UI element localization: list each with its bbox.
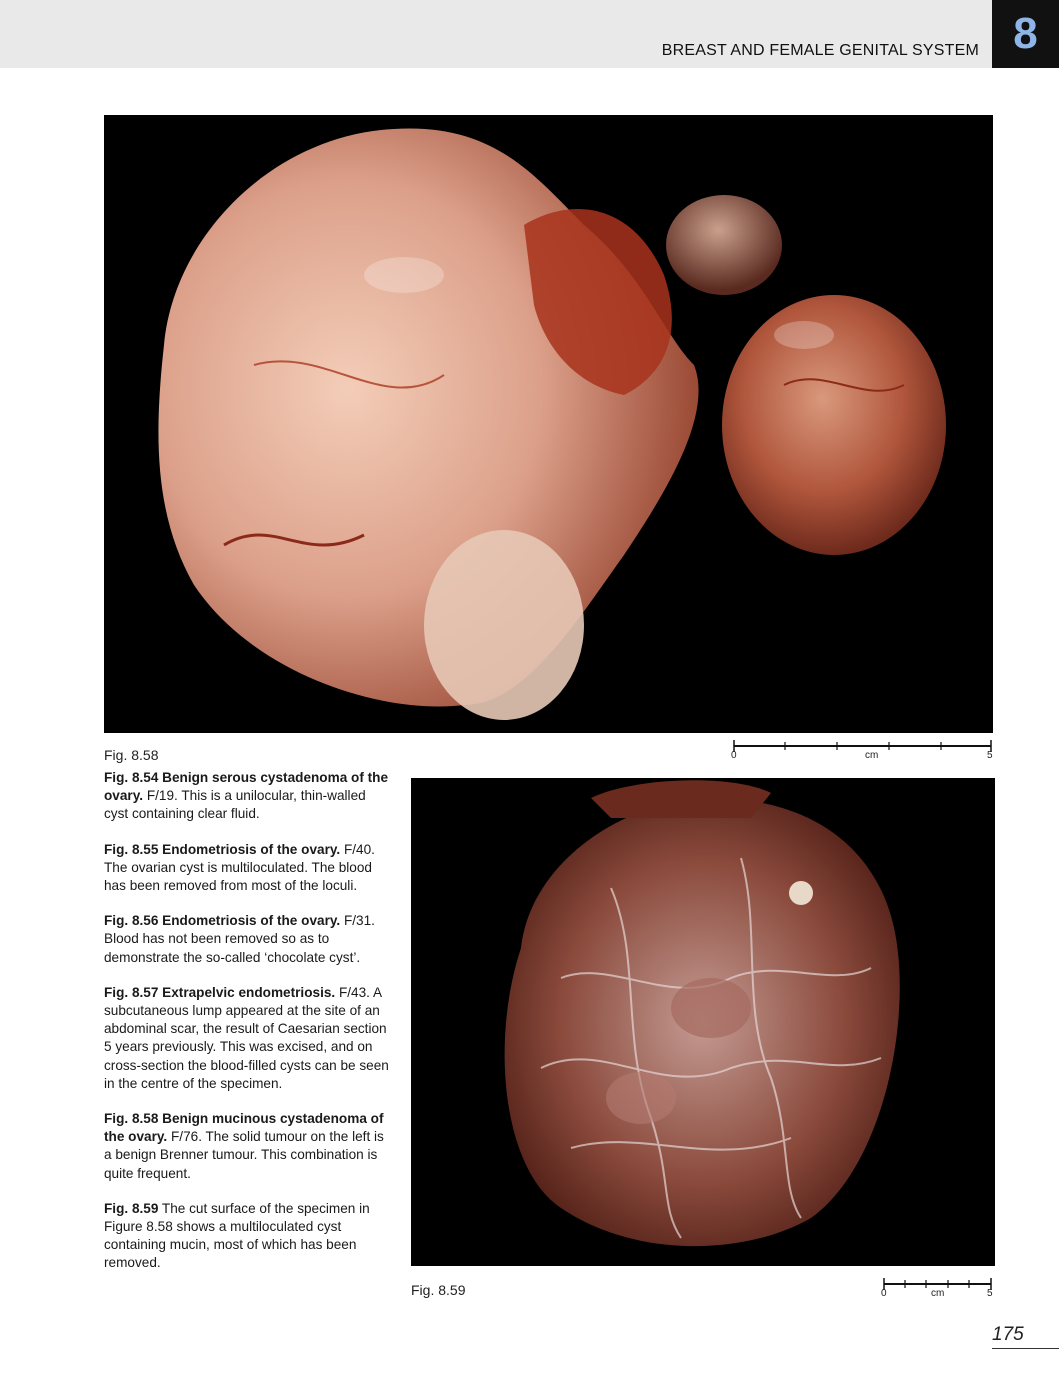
caption-text: F/19. This is a unilocular, thin-walled cyst containing clear fluid. — [104, 788, 366, 822]
scale-end: 5 — [987, 1288, 993, 1299]
caption-title: Fig. 8.57 Extrapelvic endometriosis. — [104, 984, 336, 1000]
section-title: BREAST AND FEMALE GENITAL SYSTEM — [661, 42, 979, 59]
caption-fig-8-57 — [104, 984, 389, 1093]
specimen-photo-fig-8-58 — [104, 115, 993, 733]
caption-text: F/40. The ovarian cyst is multiloculated. The blood has been removed from most of the loculi. — [104, 841, 375, 894]
scale-start: 0 — [881, 1288, 887, 1299]
caption-text: F/76. The solid tumour on the left is a benign Brenner tumour. This combination is quite frequent. — [104, 1129, 384, 1181]
scale-ruler — [733, 738, 993, 752]
page-number: 175 — [992, 1324, 1024, 1345]
caption-fig-8-54 — [104, 769, 389, 824]
cut-surface-specimen-illustration — [411, 778, 995, 1266]
figure-label-8-59: Fig. 8.59 — [411, 1282, 466, 1298]
page-number-rule — [992, 1348, 1059, 1349]
caption-fig-8-59 — [104, 1200, 389, 1273]
caption-title: Fig. 8.55 Endometriosis of the ovary. — [104, 841, 341, 857]
caption-title: Fig. 8.58 Benign mucinous cystadenoma of the ovary. — [104, 1111, 384, 1145]
scale-bar-fig-8-59 — [883, 1276, 993, 1304]
caption-fig-8-56 — [104, 912, 389, 967]
scale-end: 5 — [987, 750, 993, 761]
scale-bar-fig-8-58 — [733, 738, 993, 766]
caption-fig-8-55 — [104, 841, 389, 896]
chapter-number-tab: 8 — [992, 0, 1059, 68]
scale-unit: cm — [931, 1288, 945, 1299]
scale-start: 0 — [731, 750, 737, 761]
specimen-photo-fig-8-59 — [411, 778, 995, 1266]
caption-title: Fig. 8.54 Benign serous cystadenoma of the ovary. — [104, 770, 389, 804]
caption-title: Fig. 8.56 Endometriosis of the ovary. — [104, 913, 341, 929]
scale-unit: cm — [865, 750, 879, 761]
caption-title: Fig. 8.59 — [104, 1200, 159, 1216]
cystadenoma-specimen-illustration — [104, 115, 993, 733]
caption-fig-8-58 — [104, 1110, 389, 1183]
caption-text: F/43. A subcutaneous lump appeared at the site of an abdominal scar, the result of Caesarian section 5 years previously. This was excised, and on cross-section the blood-filled cysts can be seen in the centre of the specimen. — [104, 984, 389, 1091]
figure-label-8-58: Fig. 8.58 — [104, 747, 159, 763]
caption-column — [104, 769, 389, 1290]
caption-text: The cut surface of the specimen in Figure 8.58 shows a multiloculated cyst containing mucin, most of which has been removed. — [104, 1200, 370, 1271]
caption-text: F/31. Blood has not been removed so as to demonstrate the so-called ‘chocolate cyst’. — [104, 913, 375, 965]
